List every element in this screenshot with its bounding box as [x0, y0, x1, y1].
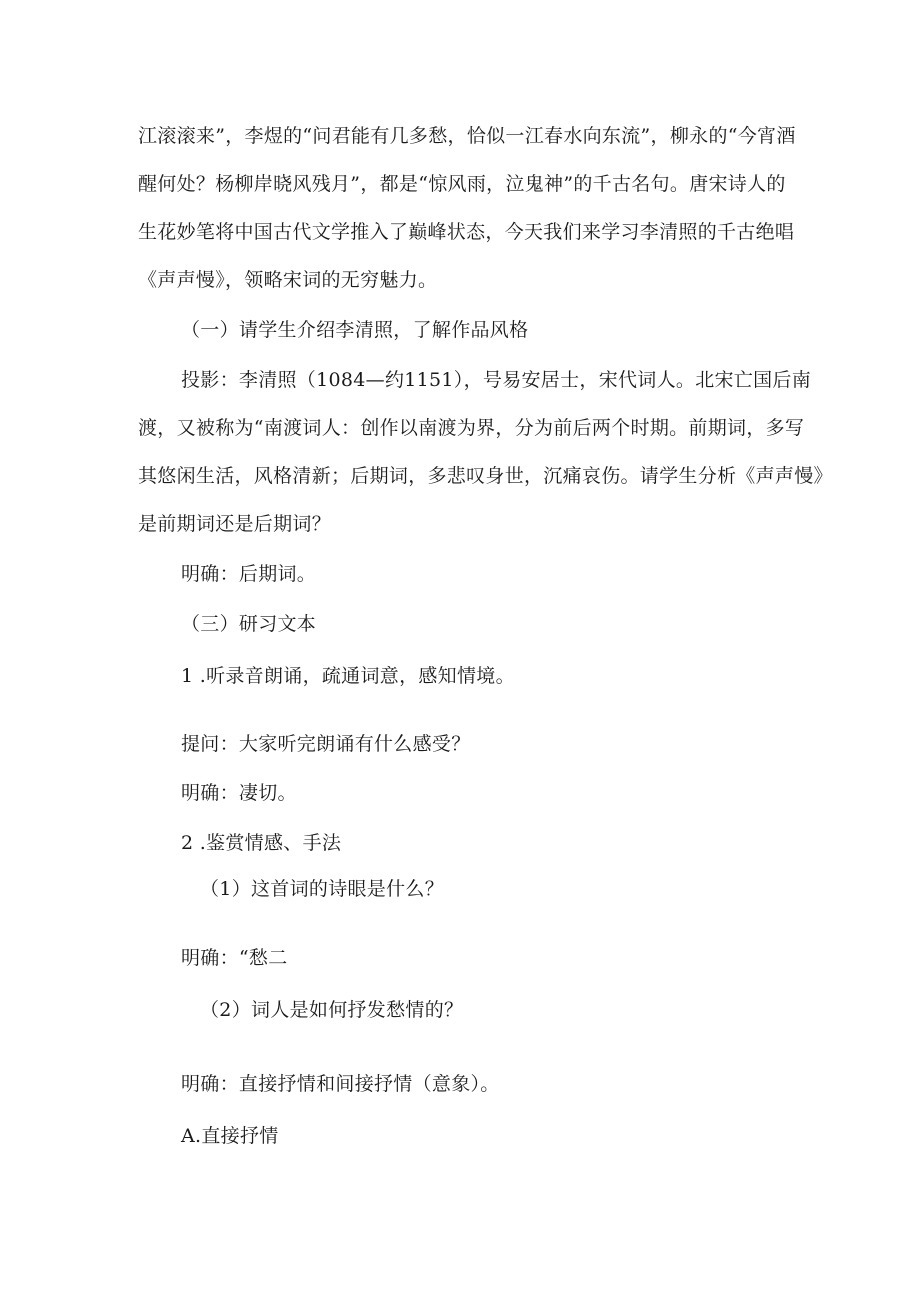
section-three-heading: （三）研习文本: [181, 613, 317, 635]
step-two: 2 .鉴赏情感、手法: [181, 832, 342, 854]
question-one: （1）这首词的诗眼是什么？: [200, 878, 444, 900]
answer-feeling: 明确：凄切。: [181, 782, 297, 804]
intro-line-3: 生花妙笔将中国古代文学推入了巅峰状态，今天我们来学习李清照的千古绝唱: [138, 221, 795, 243]
subheading-a: A.直接抒情: [181, 1125, 279, 1147]
question-feeling: 提问：大家听完朗诵有什么感受？: [181, 733, 471, 755]
answer-period: 明确：后期词。: [181, 563, 317, 585]
intro-line-1: 江滚滚来”，李煜的“问君能有几多愁，恰似一江春水向东流”，柳永的“今宵酒: [138, 125, 796, 147]
answer-method: 明确：直接抒情和间接抒情（意象）。: [181, 1073, 500, 1095]
projection-line-3: 其悠闲生活，风格清新；后期词，多悲叹身世，沉痛哀伤。请学生分析《声声慢》: [138, 465, 833, 487]
step-one: 1 .听录音朗诵，疏通词意，感知情境。: [181, 665, 515, 687]
intro-line-2: 醒何处？杨柳岸晓风残月”，都是“惊风雨，泣鬼神”的千古名句。唐宋诗人的: [138, 173, 786, 195]
projection-line-4: 是前期词还是后期词？: [138, 513, 332, 535]
question-two: （2）词人是如何抒发愁情的？: [200, 999, 464, 1021]
answer-eye: 明确：“愁二: [181, 947, 288, 969]
section-one-heading: （一）请学生介绍李清照，了解作品风格: [181, 319, 529, 341]
projection-line-1: 投影：李清照（1084—约1151），号易安居士，宋代词人。北宋亡国后南: [181, 369, 812, 391]
intro-line-4: 《声声慢》，领略宋词的无穷魅力。: [138, 269, 438, 291]
projection-line-2: 渡，又被称为“南渡词人：创作以南渡为界，分为前后两个时期。前期词，多写: [138, 417, 805, 439]
